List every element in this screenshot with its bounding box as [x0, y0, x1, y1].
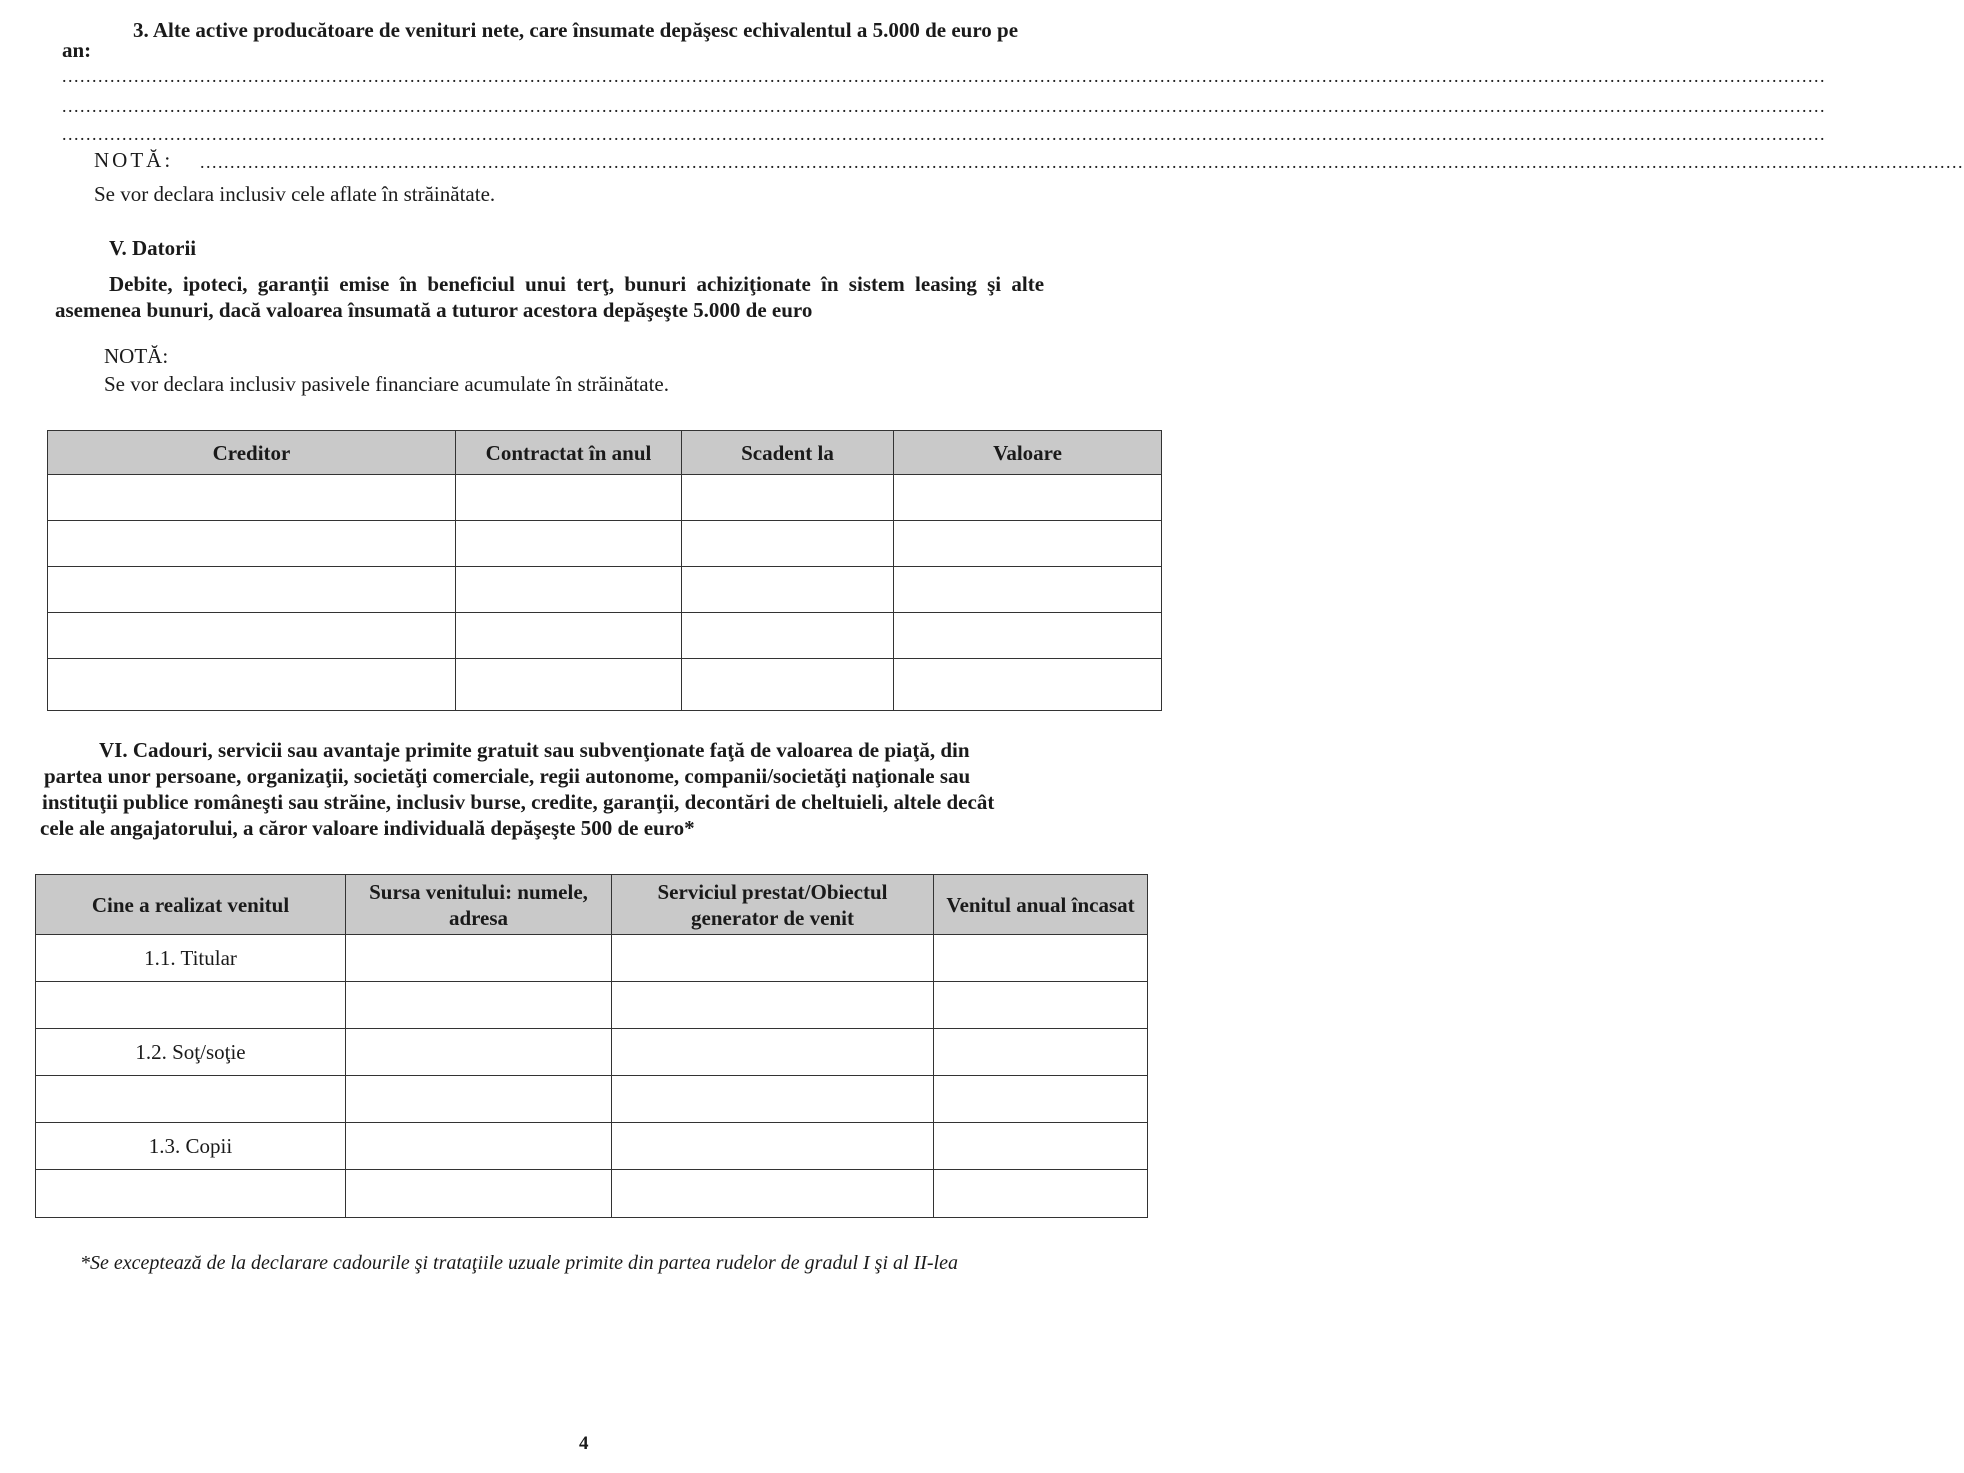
debts-header-contractat: Contractat în anul [456, 431, 682, 475]
table-cell [456, 521, 682, 567]
table-cell [36, 1076, 346, 1123]
table-row [36, 935, 1148, 982]
table-cell [612, 1076, 934, 1123]
row-label-copii: 1.3. Copii [36, 1123, 346, 1170]
section3-nota-label: NOTĂ: [94, 148, 174, 172]
table-cell [682, 567, 894, 613]
table-cell [612, 1029, 934, 1076]
table-cell [894, 613, 1162, 659]
table-row [48, 521, 1162, 567]
section3-line2: an: [62, 38, 92, 62]
table-cell [48, 521, 456, 567]
table-row [48, 613, 1162, 659]
section3-nota-text: Se vor declara inclusiv cele aflate în străinătate. [94, 182, 496, 206]
section6-line1: VI. Cadouri, servicii sau avantaje primite gratuit sau subvenţionate faţă de valoarea de piaţă, din [99, 738, 970, 762]
debts-header-valoare: Valoare [894, 431, 1162, 475]
table-cell [48, 613, 456, 659]
table-cell [682, 613, 894, 659]
table-cell [36, 1170, 346, 1218]
page-number: 4 [579, 1433, 589, 1454]
table-cell [48, 567, 456, 613]
dotted-line-1: ...................................................................................................................................................................................................................................................................................................... [62, 66, 1826, 86]
section3-line1: 3. Alte active producătoare de venituri nete, care însumate depăşesc echivalentul a 5.000 de euro pe [133, 18, 1019, 42]
table-cell [346, 1076, 612, 1123]
table-cell [456, 567, 682, 613]
table-cell [612, 1170, 934, 1218]
table-cell [934, 1029, 1148, 1076]
section5-desc-line1: Debite, ipoteci, garanţii emise în beneficiul unui terţ, bunuri achiziţionate în sistem leasing şi alte [109, 272, 1045, 296]
dotted-line-3: ...................................................................................................................................................................................................................................................................................................... [62, 124, 1826, 144]
table-cell [612, 935, 934, 982]
section5-heading: V. Datorii [109, 236, 197, 260]
table-cell [346, 1123, 612, 1170]
table-row [36, 1123, 1148, 1170]
table-cell [346, 935, 612, 982]
gifts-header-cine: Cine a realizat venitul [36, 875, 346, 935]
footnote: *Se exceptează de la declarare cadourile şi trataţiile uzuale primite din partea rudelor de gradul I şi al II-lea [80, 1252, 958, 1274]
table-cell [456, 659, 682, 711]
table-cell [48, 659, 456, 711]
section5-nota-label: NOTĂ: [104, 344, 169, 368]
table-cell [48, 475, 456, 521]
table-cell [894, 567, 1162, 613]
section5-desc-line2: asemenea bunuri, dacă valoarea însumată a tuturor acestora depăşeşte 5.000 de euro [55, 298, 813, 322]
table-row [48, 567, 1162, 613]
table-cell [934, 982, 1148, 1029]
table-cell [456, 475, 682, 521]
section5-nota-text: Se vor declara inclusiv pasivele financiare acumulate în străinătate. [104, 372, 670, 396]
row-label-titular: 1.1. Titular [36, 935, 346, 982]
table-row [36, 1029, 1148, 1076]
gifts-header-serviciul: Serviciul prestat/Obiectul generator de venit [612, 875, 934, 935]
table-row [36, 982, 1148, 1029]
table-cell [456, 613, 682, 659]
dotted-line-4: ...................................................................................................................................................................................................................................................................................................... [200, 152, 1964, 172]
dotted-line-2: ...................................................................................................................................................................................................................................................................................................... [62, 96, 1826, 116]
gifts-header-sursa: Sursa venitului: numele, adresa [346, 875, 612, 935]
debts-table [47, 430, 1162, 711]
table-cell [682, 475, 894, 521]
table-cell [934, 1076, 1148, 1123]
table-cell [36, 982, 346, 1029]
table-cell [934, 1170, 1148, 1218]
table-cell [346, 1029, 612, 1076]
debts-header-creditor: Creditor [48, 431, 456, 475]
section6-line4: cele ale angajatorului, a căror valoare individuală depăşeşte 500 de euro* [40, 816, 695, 840]
table-row [48, 475, 1162, 521]
table-cell [346, 982, 612, 1029]
table-cell [934, 1123, 1148, 1170]
table-row [36, 1170, 1148, 1218]
table-cell [612, 982, 934, 1029]
table-row [48, 659, 1162, 711]
debts-header-scadent: Scadent la [682, 431, 894, 475]
table-row [36, 1076, 1148, 1123]
gifts-header-venitul: Venitul anual încasat [934, 875, 1148, 935]
section6-line2: partea unor persoane, organizaţii, societăţi comerciale, regii autonome, companii/societăţi naţionale sau [44, 764, 971, 788]
section6-line3: instituţii publice româneşti sau străine, inclusiv burse, credite, garanţii, decontări de cheltuieli, altele decât [42, 790, 995, 814]
gifts-table [35, 874, 1148, 1218]
row-label-sot-sotie: 1.2. Soţ/soţie [36, 1029, 346, 1076]
table-cell [894, 475, 1162, 521]
table-cell [894, 521, 1162, 567]
table-cell [682, 659, 894, 711]
table-cell [346, 1170, 612, 1218]
table-cell [934, 935, 1148, 982]
table-cell [612, 1123, 934, 1170]
table-cell [682, 521, 894, 567]
table-cell [894, 659, 1162, 711]
